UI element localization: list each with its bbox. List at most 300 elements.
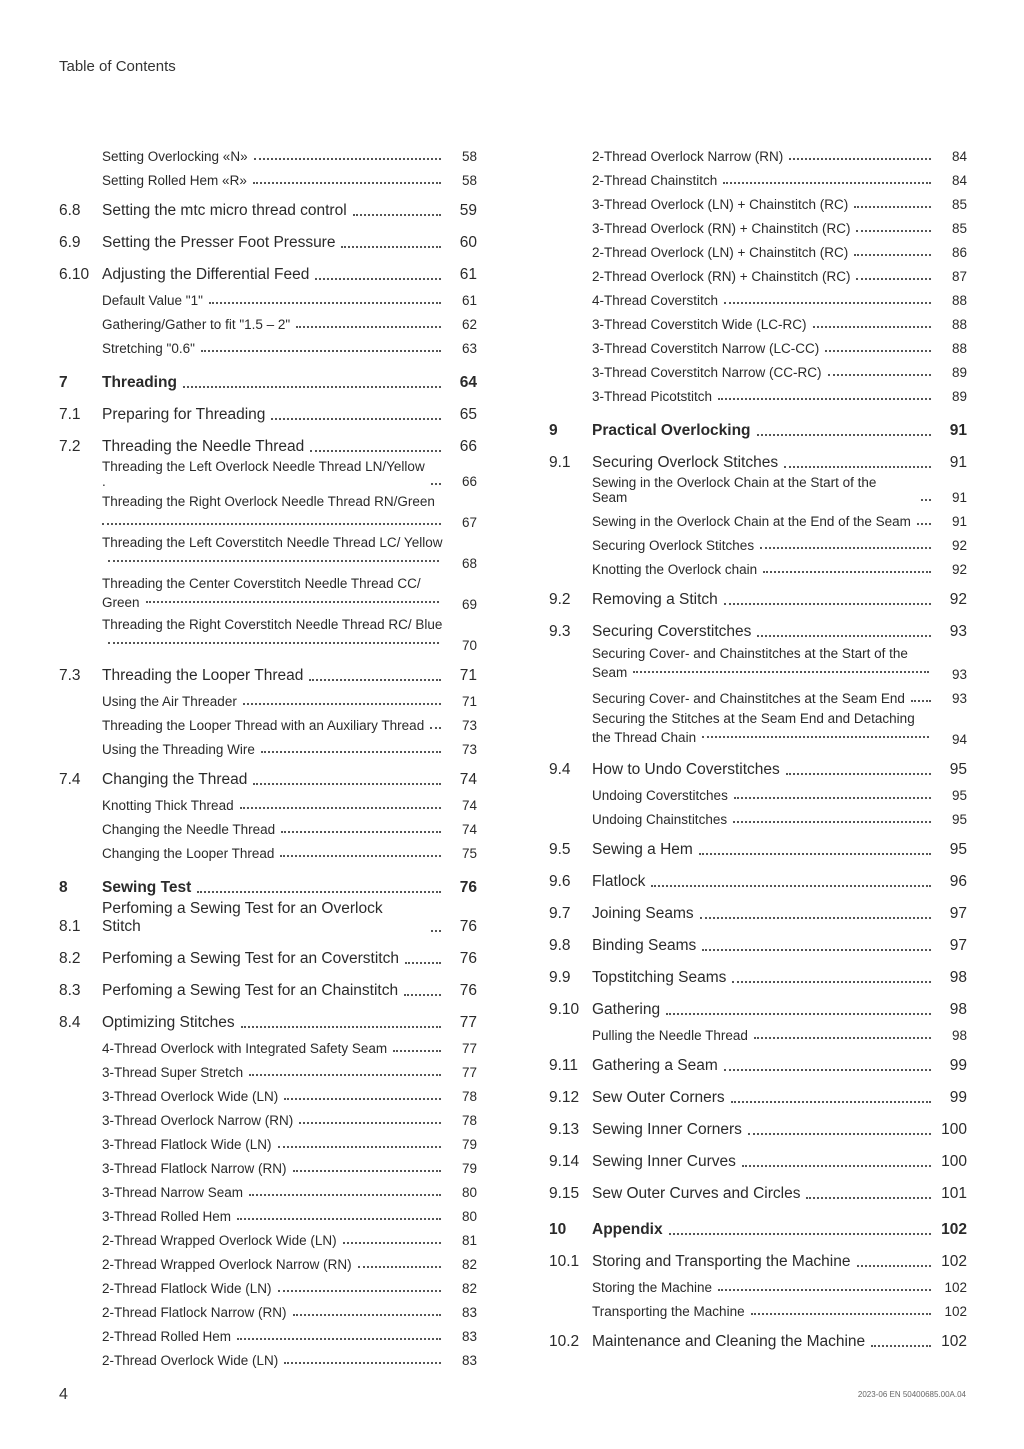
- toc-section-entry[interactable]: [549, 862, 967, 894]
- toc-entry-number: 8.1: [59, 918, 81, 935]
- toc-subsection-entry[interactable]: [59, 1155, 477, 1179]
- toc-section-entry[interactable]: [59, 971, 477, 1003]
- toc-entry-title: 2-Thread Wrapped Overlock Wide (LN): [102, 1233, 337, 1248]
- dot-leader: [700, 917, 931, 919]
- dot-leader: [197, 891, 441, 893]
- toc-entry-page: 67: [461, 515, 477, 530]
- toc-entry-number: 9.8: [549, 937, 571, 954]
- toc-entry-title: Changing the Needle Thread: [102, 822, 276, 837]
- toc-subsection-entry[interactable]: [59, 736, 477, 760]
- toc-entry-page: 79: [461, 1161, 477, 1176]
- dot-leader: [733, 821, 931, 823]
- toc-entry-title: Sew Outer Corners: [592, 1089, 725, 1106]
- toc-entry-page: 88: [951, 341, 967, 356]
- toc-subsection-entry[interactable]: [549, 215, 967, 239]
- dot-leader: [825, 350, 931, 352]
- toc-entry-title: Joining Seams: [592, 905, 694, 922]
- toc-entry-title: 3-Thread Overlock (RN) + Chainstitch (RC): [592, 221, 851, 236]
- toc-subsection-entry[interactable]: [59, 492, 477, 533]
- dot-leader: [358, 1266, 441, 1268]
- toc-subsection-entry[interactable]: [59, 335, 477, 359]
- toc-subsection-entry[interactable]: [549, 359, 967, 383]
- dot-leader: [760, 547, 931, 549]
- toc-entry-number: 9.3: [549, 623, 571, 640]
- dot-leader: [241, 1026, 441, 1028]
- toc-subsection-entry[interactable]: [59, 311, 477, 335]
- dot-leader: [718, 398, 931, 400]
- toc-entry-title: Preparing for Threading: [102, 406, 266, 423]
- toc-entry-page: 78: [461, 1089, 477, 1104]
- toc-entry-page: 65: [459, 406, 477, 423]
- toc-entry-page: 77: [461, 1041, 477, 1056]
- dot-leader: [237, 1338, 441, 1340]
- dot-leader: [293, 1314, 441, 1316]
- toc-subsection-entry[interactable]: [59, 1107, 477, 1131]
- toc-entry-title: Using the Air Threader: [102, 694, 237, 709]
- toc-entry-page: 74: [459, 771, 477, 788]
- toc-section-entry[interactable]: [549, 1078, 967, 1110]
- toc-entry-title: Perfoming a Sewing Test for an Overlock Stitch: [102, 900, 383, 935]
- dot-leader: [108, 560, 439, 562]
- dot-leader: [253, 182, 441, 184]
- toc-entry-title: 3-Thread Coverstitch Narrow (LC-CC): [592, 341, 820, 356]
- toc-section-entry[interactable]: [549, 1142, 967, 1174]
- toc-subsection-entry[interactable]: [59, 287, 477, 311]
- toc-subsection-entry[interactable]: [59, 816, 477, 840]
- toc-subsection-entry[interactable]: [59, 533, 477, 574]
- toc-entry-page: 92: [949, 591, 967, 608]
- toc-entry-title: Securing Cover- and Chainstitches at the Start of the Seam: [592, 646, 908, 680]
- dot-leader: [243, 703, 441, 705]
- toc-subsection-entry[interactable]: [59, 1251, 477, 1275]
- toc-entry-title: 3-Thread Flatlock Narrow (RN): [102, 1161, 287, 1176]
- toc-subsection-entry[interactable]: [59, 1059, 477, 1083]
- toc-section-entry[interactable]: [549, 958, 967, 990]
- toc-entry-page: 63: [461, 341, 477, 356]
- toc-section-entry[interactable]: [59, 1003, 477, 1035]
- toc-entry-page: 76: [459, 918, 477, 935]
- toc-entry-page: 99: [949, 1057, 967, 1074]
- dot-leader: [240, 807, 441, 809]
- toc-entry-page: 91: [951, 514, 967, 529]
- toc-subsection-entry[interactable]: [549, 644, 967, 685]
- dot-leader: [404, 994, 441, 996]
- toc-entry-page: 95: [949, 841, 967, 858]
- toc-subsection-entry[interactable]: [549, 508, 967, 532]
- toc-entry-page: 86: [951, 245, 967, 260]
- toc-entry-title: Maintenance and Cleaning the Machine: [592, 1333, 866, 1350]
- toc-subsection-entry[interactable]: [59, 1275, 477, 1299]
- toc-entry-page: 91: [949, 454, 967, 471]
- toc-subsection-entry[interactable]: [549, 806, 967, 830]
- toc-entry-page: 75: [461, 846, 477, 861]
- toc-entry-page: 71: [459, 667, 477, 684]
- toc-entry-page: 83: [461, 1353, 477, 1368]
- dot-leader: [293, 1170, 441, 1172]
- toc-entry-page: 95: [951, 788, 967, 803]
- toc-section-entry[interactable]: [549, 1110, 967, 1142]
- toc-entry-title: 2-Thread Overlock Narrow (RN): [592, 149, 784, 164]
- toc-entry-page: 101: [941, 1185, 967, 1202]
- dot-leader: [209, 302, 441, 304]
- toc-entry-page: 73: [461, 718, 477, 733]
- toc-subsection-entry[interactable]: [549, 287, 967, 311]
- toc-entry-page: 102: [944, 1304, 967, 1319]
- toc-entry-number: 9.4: [549, 761, 571, 778]
- dot-leader: [921, 499, 931, 501]
- toc-subsection-entry[interactable]: [549, 191, 967, 215]
- toc-section-entry[interactable]: [59, 939, 477, 971]
- toc-subsection-entry[interactable]: [549, 383, 967, 407]
- toc-entry-title: Gathering: [592, 1001, 661, 1018]
- toc-entry-title: 2-Thread Wrapped Overlock Narrow (RN): [102, 1257, 352, 1272]
- dot-leader: [856, 230, 931, 232]
- toc-subsection-entry[interactable]: [549, 685, 967, 709]
- toc-subsection-entry[interactable]: [549, 532, 967, 556]
- toc-subsection-entry[interactable]: [549, 263, 967, 287]
- toc-subsection-entry[interactable]: [549, 167, 967, 191]
- toc-entry-page: 84: [951, 173, 967, 188]
- toc-subsection-entry[interactable]: [549, 311, 967, 335]
- toc-subsection-entry[interactable]: [59, 574, 477, 615]
- toc-entry-title: Sew Outer Curves and Circles: [592, 1185, 801, 1202]
- dot-leader: [718, 1289, 931, 1291]
- toc-entry-number: 6.9: [59, 234, 81, 251]
- toc-entry-title: 3-Thread Narrow Seam: [102, 1185, 244, 1200]
- dot-leader: [757, 635, 931, 637]
- toc-entry-number: 10: [549, 1221, 567, 1238]
- dot-leader: [343, 1242, 441, 1244]
- dot-leader: [651, 885, 931, 887]
- toc-entry-page: 96: [949, 873, 967, 890]
- toc-subsection-entry[interactable]: [59, 1179, 477, 1203]
- toc-entry-page: 62: [461, 317, 477, 332]
- dot-leader: [806, 1197, 931, 1199]
- toc-entry-number: 9.14: [549, 1153, 580, 1170]
- toc-entry-title: Sewing in the Overlock Chain at the End of the Seam: [592, 514, 911, 529]
- toc-entry-title: 4-Thread Coverstitch: [592, 293, 719, 308]
- toc-subsection-entry[interactable]: [59, 792, 477, 816]
- dot-leader: [828, 374, 931, 376]
- toc-entry-title: 4-Thread Overlock with Integrated Safety Seam: [102, 1041, 388, 1056]
- toc-subsection-entry[interactable]: [549, 475, 967, 508]
- toc-section-entry[interactable]: [549, 750, 967, 782]
- toc-entry-page: 74: [461, 822, 477, 837]
- toc-subsection-entry[interactable]: [59, 1035, 477, 1059]
- toc-entry-title: Using the Threading Wire: [102, 742, 255, 757]
- toc-entry-page: 68: [461, 556, 477, 571]
- toc-subsection-entry[interactable]: [59, 1347, 477, 1371]
- dot-leader: [353, 214, 441, 216]
- document-code: 2023-06 EN 50400685.00A.04: [857, 1390, 966, 1399]
- toc-entry-title: Threading the Looper Thread: [102, 667, 304, 684]
- toc-entry-page: 102: [941, 1253, 967, 1270]
- dot-leader: [633, 671, 929, 673]
- dot-leader: [724, 1069, 931, 1071]
- toc-entry-title: Setting Overlocking «N»: [102, 149, 248, 164]
- toc-entry-title: 2-Thread Chainstitch: [592, 173, 718, 188]
- dot-leader: [309, 679, 441, 681]
- dot-leader: [431, 930, 441, 932]
- toc-entry-title: 3-Thread Coverstitch Wide (LC-RC): [592, 317, 807, 332]
- toc-entry-title: 3-Thread Rolled Hem: [102, 1209, 232, 1224]
- toc-entry-page: 92: [951, 538, 967, 553]
- toc-entry-title: Threading the Needle Thread: [102, 438, 305, 455]
- toc-section-entry[interactable]: [549, 894, 967, 926]
- toc-entry-page: 79: [461, 1137, 477, 1152]
- toc-entry-page: 66: [459, 438, 477, 455]
- dot-leader: [854, 206, 931, 208]
- toc-section-entry[interactable]: [549, 612, 967, 644]
- toc-subsection-entry[interactable]: [59, 688, 477, 712]
- toc-entry-page: 71: [461, 694, 477, 709]
- toc-entry-number: 9.9: [549, 969, 571, 986]
- toc-section-entry[interactable]: [549, 1242, 967, 1274]
- toc-entry-page: 100: [941, 1121, 967, 1138]
- toc-subsection-entry[interactable]: [59, 712, 477, 736]
- toc-entry-title: How to Undo Coverstitches: [592, 761, 780, 778]
- toc-subsection-entry[interactable]: [549, 335, 967, 359]
- toc-entry-title: Gathering a Seam: [592, 1057, 718, 1074]
- toc-subsection-entry[interactable]: [549, 143, 967, 167]
- toc-entry-title: Setting the Presser Foot Pressure: [102, 234, 336, 251]
- dot-leader: [278, 1146, 441, 1148]
- dot-leader: [284, 1362, 441, 1364]
- toc-entry-title: Appendix: [592, 1221, 663, 1238]
- toc-entry-number: 9.12: [549, 1089, 580, 1106]
- toc-entry-page: 87: [951, 269, 967, 284]
- toc-subsection-entry[interactable]: [59, 459, 477, 492]
- toc-entry-title: Threading: [102, 374, 177, 391]
- dot-leader: [871, 1345, 931, 1347]
- toc-entry-title: 3-Thread Overlock Narrow (RN): [102, 1113, 294, 1128]
- toc-section-entry[interactable]: [59, 255, 477, 287]
- toc-entry-number: 9.5: [549, 841, 571, 858]
- toc-entry-page: 76: [459, 982, 477, 999]
- dot-leader: [430, 727, 441, 729]
- toc-entry-page: 61: [459, 266, 477, 283]
- toc-entry-page: 76: [459, 950, 477, 967]
- dot-leader: [699, 853, 931, 855]
- dot-leader: [271, 418, 441, 420]
- dot-leader: [702, 949, 931, 951]
- dot-leader: [732, 981, 931, 983]
- toc-entry-title: Storing the Machine: [592, 1280, 713, 1295]
- dot-leader: [405, 962, 441, 964]
- toc-entry-title: Setting the mtc micro thread control: [102, 202, 347, 219]
- dot-leader: [108, 642, 439, 644]
- toc-section-entry[interactable]: [549, 443, 967, 475]
- toc-section-entry[interactable]: [549, 926, 967, 958]
- toc-entry-number: 9.7: [549, 905, 571, 922]
- toc-entry-title: Knotting Thick Thread: [102, 798, 234, 813]
- toc-subsection-entry[interactable]: [59, 1083, 477, 1107]
- toc-entry-number: 9: [549, 422, 558, 439]
- toc-subsection-entry[interactable]: [59, 143, 477, 167]
- toc-entry-page: 78: [461, 1113, 477, 1128]
- toc-entry-number: 8.3: [59, 982, 81, 999]
- toc-subsection-entry[interactable]: [549, 709, 967, 750]
- toc-entry-page: 102: [941, 1221, 967, 1238]
- toc-section-entry[interactable]: [549, 990, 967, 1022]
- toc-subsection-entry[interactable]: [59, 1203, 477, 1227]
- dot-leader: [201, 350, 441, 352]
- dot-leader: [310, 450, 441, 452]
- toc-chapter-entry[interactable]: [549, 411, 967, 443]
- dot-leader: [669, 1233, 931, 1235]
- toc-chapter-entry[interactable]: [549, 1210, 967, 1242]
- toc-entry-title: Removing a Stitch: [592, 591, 718, 608]
- toc-entry-page: 64: [459, 374, 477, 391]
- dot-leader: [789, 158, 931, 160]
- toc-section-entry[interactable]: [59, 656, 477, 688]
- toc-entry-number: 10.2: [549, 1333, 580, 1350]
- dot-leader: [786, 773, 931, 775]
- toc-entry-page: 98: [949, 969, 967, 986]
- dot-leader: [911, 700, 931, 702]
- toc-entry-page: 95: [949, 761, 967, 778]
- toc-entry-title: 2-Thread Overlock (LN) + Chainstitch (RC): [592, 245, 849, 260]
- toc-entry-title: 3-Thread Flatlock Wide (LN): [102, 1137, 272, 1152]
- toc-entry-page: 85: [951, 197, 967, 212]
- toc-entry-page: 93: [949, 623, 967, 640]
- toc-entry-page: 89: [951, 389, 967, 404]
- toc-left-column: [59, 143, 477, 1371]
- toc-subsection-entry[interactable]: [59, 1299, 477, 1323]
- toc-entry-title: 3-Thread Overlock (LN) + Chainstitch (RC): [592, 197, 849, 212]
- toc-entry-number: 7.4: [59, 771, 81, 788]
- dot-leader: [281, 831, 441, 833]
- toc-entry-title: 3-Thread Picotstitch: [592, 389, 713, 404]
- dot-leader: [856, 278, 931, 280]
- toc-entry-number: 10.1: [549, 1253, 580, 1270]
- toc-entry-title: Practical Overlocking: [592, 422, 751, 439]
- toc-section-entry[interactable]: [59, 395, 477, 427]
- dot-leader: [731, 1101, 931, 1103]
- toc-entry-number: 7.3: [59, 667, 81, 684]
- toc-entry-title: Optimizing Stitches: [102, 1014, 235, 1031]
- toc-entry-title: Gathering/Gather to fit "1.5 – 2": [102, 317, 291, 332]
- toc-entry-title: Stretching "0.6": [102, 341, 195, 356]
- toc-entry-title: Sewing in the Overlock Chain at the Start of the Seam: [592, 475, 877, 505]
- toc-entry-title: 3-Thread Super Stretch: [102, 1065, 244, 1080]
- dot-leader: [280, 855, 441, 857]
- toc-entry-title: Knotting the Overlock chain: [592, 562, 758, 577]
- toc-entry-page: 74: [461, 798, 477, 813]
- toc-entry-title: Securing the Stitches at the Seam End and Detaching the Thread Chain: [592, 711, 915, 745]
- toc-entry-title: Threading the Left Overlock Needle Thread LN/Yellow .: [102, 459, 425, 489]
- toc-subsection-entry[interactable]: [59, 1227, 477, 1251]
- toc-entry-number: 7: [59, 374, 68, 391]
- dot-leader: [261, 751, 441, 753]
- toc-entry-page: 93: [951, 691, 967, 706]
- toc-chapter-entry[interactable]: [59, 868, 477, 900]
- toc-entry-number: 8.4: [59, 1014, 81, 1031]
- dot-leader: [723, 182, 931, 184]
- toc-entry-number: 9.2: [549, 591, 571, 608]
- toc-section-entry[interactable]: [59, 191, 477, 223]
- toc-subsection-entry[interactable]: [549, 239, 967, 263]
- toc-entry-page: 94: [951, 732, 967, 747]
- toc-entry-title: 2-Thread Overlock (RN) + Chainstitch (RC): [592, 269, 851, 284]
- toc-entry-number: 9.10: [549, 1001, 580, 1018]
- toc-entry-page: 102: [941, 1333, 967, 1350]
- toc-entry-page: 81: [461, 1233, 477, 1248]
- toc-entry-title: Sewing a Hem: [592, 841, 693, 858]
- toc-subsection-entry[interactable]: [549, 556, 967, 580]
- toc-entry-title: Adjusting the Differential Feed: [102, 266, 310, 283]
- toc-entry-page: 80: [461, 1185, 477, 1200]
- toc-chapter-entry[interactable]: [59, 363, 477, 395]
- toc-entry-title: Undoing Coverstitches: [592, 788, 728, 803]
- dot-leader: [751, 1313, 931, 1315]
- toc-subsection-entry[interactable]: [549, 1298, 967, 1322]
- toc-section-entry[interactable]: [549, 1322, 967, 1354]
- toc-subsection-entry[interactable]: [549, 782, 967, 806]
- toc-entry-number: [59, 861, 102, 864]
- toc-section-entry[interactable]: [549, 580, 967, 612]
- toc-entry-page: 82: [461, 1257, 477, 1272]
- dot-leader: [666, 1013, 931, 1015]
- toc-entry-page: 82: [461, 1281, 477, 1296]
- dot-leader: [813, 326, 931, 328]
- dot-leader: [724, 603, 931, 605]
- toc-entry-title: Changing the Looper Thread: [102, 846, 275, 861]
- toc-entry-page: 97: [949, 905, 967, 922]
- toc-entry-number: [549, 404, 592, 407]
- toc-entry-page: 77: [461, 1065, 477, 1080]
- toc-section-entry[interactable]: [59, 760, 477, 792]
- page-header-title: Table of Contents: [59, 58, 176, 75]
- dot-leader: [742, 1165, 931, 1167]
- dot-leader: [784, 466, 931, 468]
- toc-subsection-entry[interactable]: [549, 1022, 967, 1046]
- toc-section-entry[interactable]: [59, 900, 477, 939]
- toc-entry-page: 98: [951, 1028, 967, 1043]
- toc-entry-page: 100: [941, 1153, 967, 1170]
- toc-entry-number: 6.8: [59, 202, 81, 219]
- toc-entry-title: Topstitching Seams: [592, 969, 727, 986]
- toc-section-entry[interactable]: [59, 223, 477, 255]
- toc-subsection-entry[interactable]: [59, 167, 477, 191]
- toc-entry-title: Default Value "1": [102, 293, 203, 308]
- toc-entry-page: 85: [951, 221, 967, 236]
- dot-leader: [724, 302, 931, 304]
- toc-entry-title: Changing the Thread: [102, 771, 248, 788]
- dot-leader: [253, 783, 441, 785]
- toc-subsection-entry[interactable]: [549, 1274, 967, 1298]
- dot-leader: [431, 483, 441, 485]
- toc-section-entry[interactable]: [549, 1174, 967, 1206]
- toc-subsection-entry[interactable]: [59, 1131, 477, 1155]
- dot-leader: [734, 797, 931, 799]
- toc-entry-title: Storing and Transporting the Machine: [592, 1253, 851, 1270]
- dot-leader: [249, 1194, 441, 1196]
- toc-subsection-entry[interactable]: [59, 615, 477, 656]
- dot-leader: [857, 1265, 932, 1267]
- toc-section-entry[interactable]: [549, 1046, 967, 1078]
- dot-leader: [341, 246, 441, 248]
- toc-section-entry[interactable]: [59, 427, 477, 459]
- toc-entry-title: Transporting the Machine: [592, 1304, 745, 1319]
- toc-entry-title: Setting Rolled Hem «R»: [102, 173, 247, 188]
- toc-entry-title: Securing Cover- and Chainstitches at the Seam End: [592, 691, 905, 706]
- toc-entry-title: 2-Thread Flatlock Wide (LN): [102, 1281, 272, 1296]
- dot-leader: [237, 1218, 441, 1220]
- toc-subsection-entry[interactable]: [59, 840, 477, 864]
- toc-section-entry[interactable]: [549, 830, 967, 862]
- toc-subsection-entry[interactable]: [59, 1323, 477, 1347]
